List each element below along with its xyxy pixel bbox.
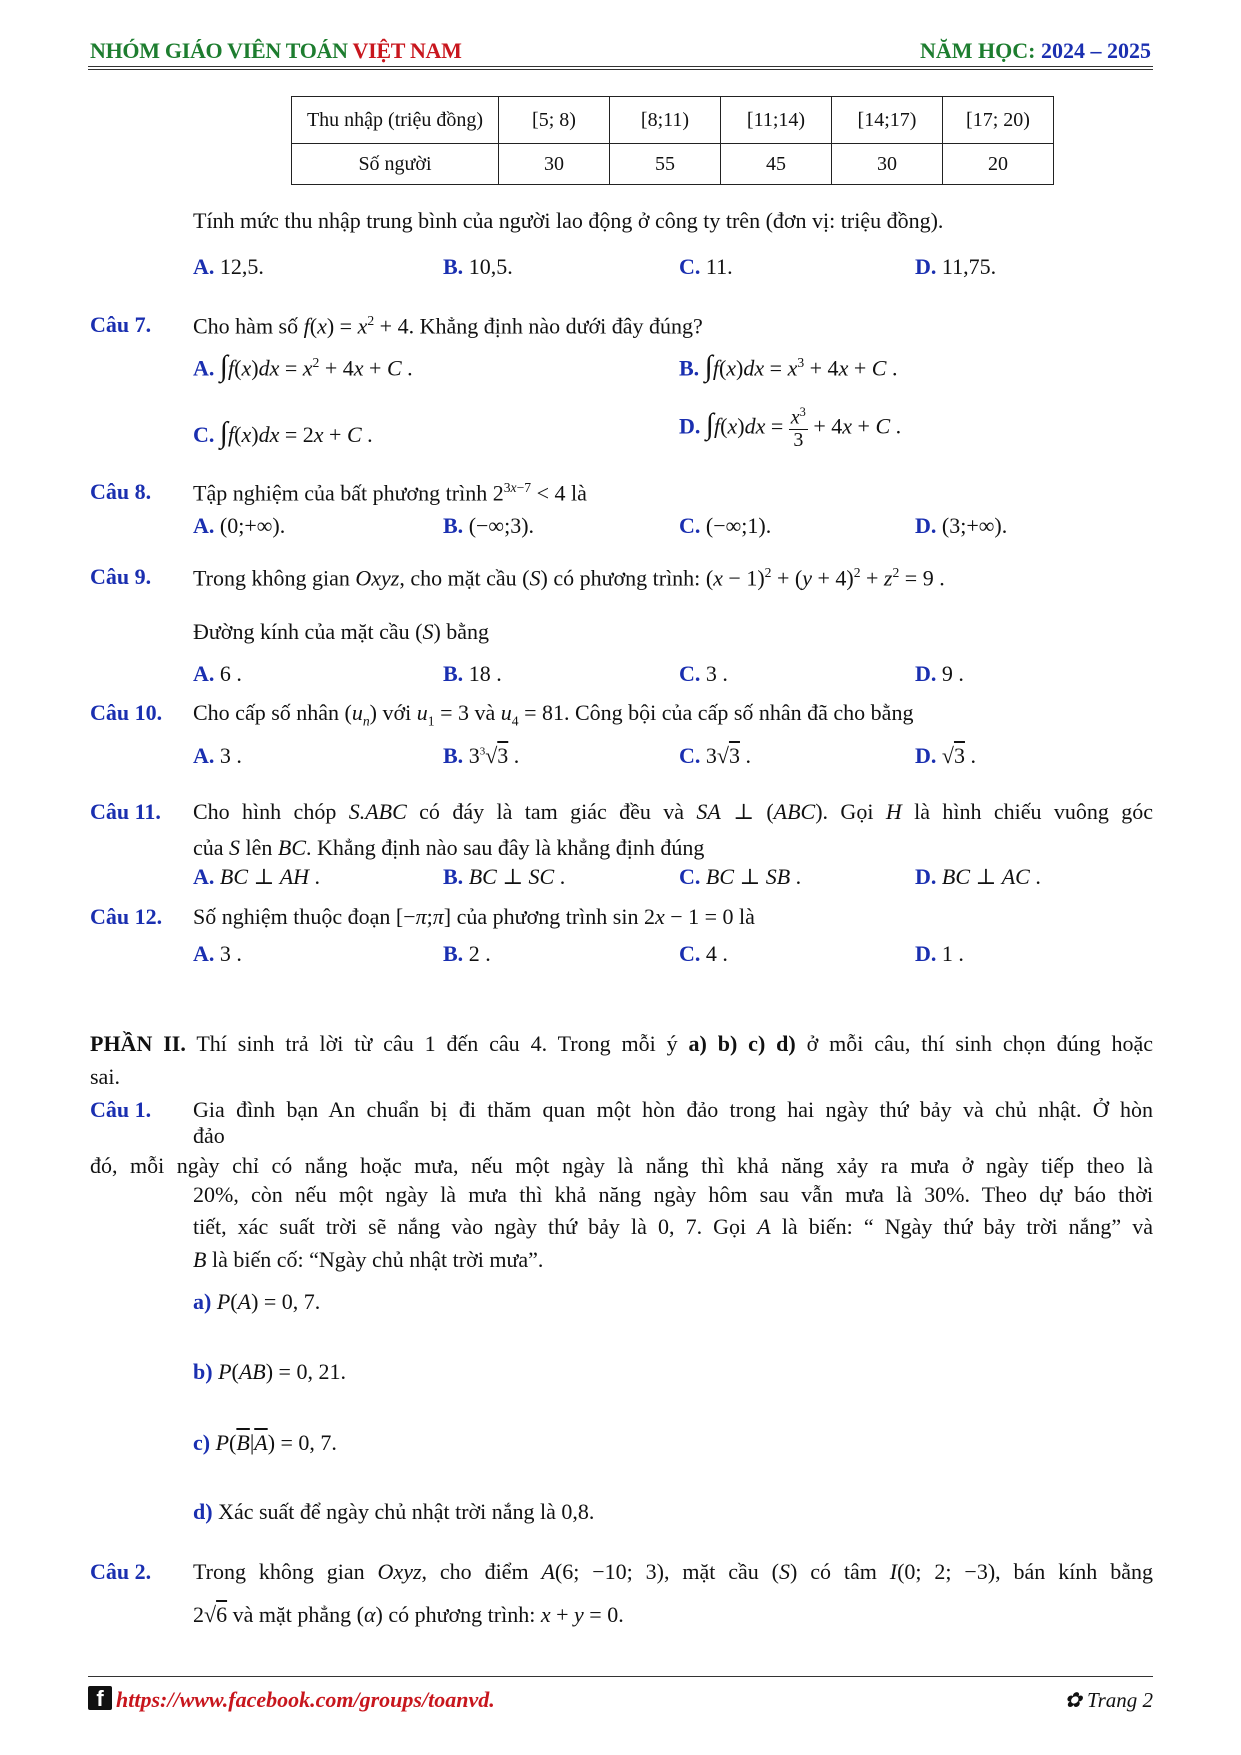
table-row <box>292 144 1054 185</box>
q6-option-c: C. 11. <box>679 254 733 279</box>
p2q1-line4: tiết, xác suất trời sẽ nắng vào ngày thứ bảy là 0, 7. Gọi A là biến: “ Ngày thứ bảy trời nắng” và <box>193 1214 1154 1239</box>
q8-option-a: A. (0;+∞). <box>193 513 286 538</box>
table-row <box>292 97 1054 144</box>
q8-stem: Tập nghiệm của bất phương trình $2^{3x-7} < 4$ là <box>193 480 587 506</box>
q6-option-d: D. 11,75. <box>915 254 997 279</box>
table-cell: [17; 20) <box>943 97 1054 144</box>
q7-stem: Cho hàm số $f(x) = x^2 + 4$. Khẳng định nào dưới đây đúng? <box>193 313 703 339</box>
q9-option-d: D. 9 . <box>915 661 964 686</box>
table-cell: 45 <box>721 144 832 185</box>
q7-option-a: A. $\int f(x)dx = x^2 + 4x + C$ . <box>193 350 413 383</box>
q11-stem-line2: của S lên BC. Khẳng định nào sau đây là khẳng định đúng <box>193 835 705 860</box>
p2q1-line1: Gia đình bạn An chuẩn bị đi thăm quan một hòn đảo trong hai ngày thứ bảy và chủ nhật. Ở hòn <box>193 1097 1153 1122</box>
p2q2-stem-line2: 2√6 và mặt phẳng (α) có phương trình: x + y = 0. <box>193 1602 624 1627</box>
header-school-year: NĂM HỌC: 2024 – 2025 <box>920 38 1151 63</box>
footer-rule <box>88 1676 1153 1677</box>
facebook-icon: f <box>88 1686 112 1710</box>
q10-option-d: D. √3 . <box>915 743 976 768</box>
table-header-count: Số người <box>292 144 499 185</box>
q9-stem: Trong không gian Oxyz, cho mặt cầu (S) có phương trình: $(x - 1)^2 + (y + 4)^2 + z^2 = 9$ . <box>193 565 945 591</box>
q6-option-a: A. 12,5. <box>193 254 264 279</box>
table-cell: [5; 8) <box>499 97 610 144</box>
q9-option-c: C. 3 . <box>679 661 728 686</box>
q6-text: Tính mức thu nhập trung bình của người lao động ở công ty trên (đơn vị: triệu đồng). <box>193 208 944 233</box>
p2q1-line3: 20%, còn nếu một ngày là mưa thì khả năng ngày hôm sau vẫn mưa là 30%. Theo dự báo thời <box>193 1182 1153 1207</box>
q9-option-b: B. 18 . <box>443 661 502 686</box>
q12-stem: Số nghiệm thuộc đoạn [−π;π] của phương trình sin 2x − 1 = 0 là <box>193 904 755 929</box>
q12-option-b: B. 2 . <box>443 941 491 966</box>
q9-label: Câu 9. <box>90 564 152 589</box>
table-cell: [14;17) <box>832 97 943 144</box>
table-header-income: Thu nhập (triệu đồng) <box>292 97 499 144</box>
q7-option-d: D. ∫f(x)dx = $\frac{x^3}{3}$ + 4x + C . <box>679 405 902 451</box>
q12-option-c: C. 4 . <box>679 941 728 966</box>
header-group-name: NHÓM GIÁO VIÊN TOÁN VIỆT NAM <box>90 38 462 63</box>
table-cell: 20 <box>943 144 1054 185</box>
p2q1-line2: đó, mỗi ngày chỉ có nắng hoặc mưa, nếu một ngày là nắng thì khả năng xảy ra mưa ở ngày tiếp theo là <box>90 1153 1153 1178</box>
q7-option-b: B. $\int f(x)dx = x^3 + 4x + C$ . <box>679 350 898 383</box>
table-cell: 30 <box>499 144 610 185</box>
q11-option-c: C. BC ⊥ SB . <box>679 864 802 889</box>
flower-icon: ✿ <box>1064 1688 1082 1712</box>
q11-option-b: B. BC ⊥ SC . <box>443 864 566 889</box>
q12-option-a: A. 3 . <box>193 941 242 966</box>
q10-label: Câu 10. <box>90 700 163 725</box>
q11-stem: Cho hình chóp S.ABC có đáy là tam giác đều và SA ⊥ (ABC). Gọi H là hình chiếu vuông góc <box>193 799 1154 824</box>
q8-option-d: D. (3;+∞). <box>915 513 1008 538</box>
table-cell: 55 <box>610 144 721 185</box>
q11-option-a: A. BC ⊥ AH . <box>193 864 321 889</box>
q6-option-b: B. 10,5. <box>443 254 513 279</box>
table-cell: [11;14) <box>721 97 832 144</box>
q8-label: Câu 8. <box>90 479 152 504</box>
income-table <box>291 96 1054 185</box>
q12-option-d: D. 1 . <box>915 941 964 966</box>
q8-option-c: C. (−∞;1). <box>679 513 772 538</box>
q10-option-b: B. $3^3√3$ . <box>443 743 520 768</box>
q9-stem-line2: Đường kính của mặt cầu (S) bằng <box>193 619 490 644</box>
part2-heading-line2: sai. <box>90 1064 120 1089</box>
q8-option-b: B. (−∞;3). <box>443 513 535 538</box>
q7-label: Câu 7. <box>90 312 152 337</box>
q10-option-c: C. 3√3 . <box>679 743 751 768</box>
q10-stem: Cho cấp số nhân $(u_n)$ với $u_1 = 3$ và $u_4 = 81$. Công bội của cấp số nhân đã cho bằng <box>193 700 914 729</box>
part2-heading: PHẦN II. Thí sinh trả lời từ câu 1 đến câu 4. Trong mỗi ý a) b) c) d) ở mỗi câu, thí sinh chọn đúng hoặc <box>90 1031 1153 1056</box>
p2q2-stem: Trong không gian Oxyz, cho điểm A(6; −10; 3), mặt cầu (S) có tâm I(0; 2; −3), bán kính bằng <box>193 1559 1153 1584</box>
p2q1-line1b: đảo <box>193 1123 225 1148</box>
q7-option-c: C. ∫f(x)dx = 2x + C . <box>193 417 373 449</box>
p2q1-label: Câu 1. <box>90 1097 152 1122</box>
header-rule-2 <box>88 69 1153 70</box>
p2q1-line5: B là biến cố: “Ngày chủ nhật trời mưa”. <box>193 1247 544 1272</box>
p2q2-label: Câu 2. <box>90 1559 152 1584</box>
q11-option-d: D. BC ⊥ AC . <box>915 864 1041 889</box>
p2q1-statement-b: b) P(AB) = 0, 21. <box>193 1359 346 1384</box>
q11-label: Câu 11. <box>90 799 161 824</box>
p2q1-statement-d: d) Xác suất để ngày chủ nhật trời nắng là 0,8. <box>193 1499 595 1524</box>
p2q1-statement-a: a) P(A) = 0, 7. <box>193 1289 321 1314</box>
q10-option-a: A. 3 . <box>193 743 242 768</box>
p2q1-statement-c: c) $P(\overline{B}|\overline{A}) = 0$, 7. <box>193 1430 337 1455</box>
table-cell: [8;11) <box>610 97 721 144</box>
q12-label: Câu 12. <box>90 904 163 929</box>
q9-option-a: A. 6 . <box>193 661 242 686</box>
footer-link[interactable]: https://www.facebook.com/groups/toanvd. <box>116 1687 495 1712</box>
page-number: ✿ Trang 2 <box>1064 1688 1153 1712</box>
table-cell: 30 <box>832 144 943 185</box>
header-rule <box>88 66 1153 67</box>
